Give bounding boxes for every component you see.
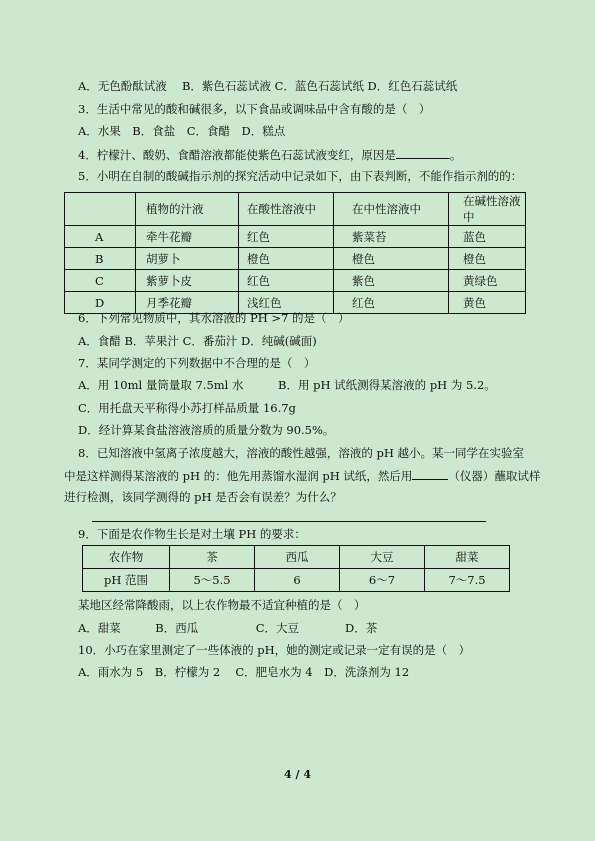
q8-text: 中是这样测得某溶液的 pH 的：他先用蒸馏水湿润 pH 试纸，然后用 <box>64 469 413 483</box>
table-cell: 紫色 <box>334 270 449 292</box>
table-cell: 在碱性溶液中 <box>449 193 526 226</box>
table-cell: 蓝色 <box>449 226 526 248</box>
table-cell: 牵牛花瓣 <box>136 226 239 248</box>
q9-stem: 9．下面是农作物生长是对土壤 PH 的要求： <box>78 527 306 541</box>
table-cell: A <box>65 226 136 248</box>
answer-blank <box>412 467 448 480</box>
page-number: 4 / 4 <box>284 768 311 781</box>
q8-text-cont: （仪器）蘸取试样 <box>448 469 541 483</box>
q9-question: 某地区经常降酸雨，以上农作物最不适宜种植的是（ ） <box>78 598 366 612</box>
table-cell: 茶 <box>170 546 255 569</box>
table-row <box>65 248 526 270</box>
table-cell: 在酸性溶液中 <box>239 193 334 226</box>
table-cell: 浅红色 <box>239 292 334 314</box>
q5-stem: 5．小明在自制的酸碱指示剂的探究活动中记录如下，由下表判断，不能作指示剂的的： <box>78 169 523 183</box>
q8-stem-3: 进行检测，该同学测得的 pH 是否会有误差？为什么？ <box>64 490 342 504</box>
table-cell: 橙色 <box>334 248 449 270</box>
table-cell: 橙色 <box>449 248 526 270</box>
q10-options: A．雨水为 5 B．柠檬为 2 C．肥皂水为 4 D．洗涤剂为 12 <box>78 665 410 679</box>
table-cell: 7～7.5 <box>425 569 510 592</box>
table-cell: 红色 <box>239 270 334 292</box>
q8-stem-1: 8．已知溶液中氢离子浓度越大，溶液的酸性越强，溶液的 pH 越小。某一同学在实验室 <box>78 446 525 460</box>
answer-line <box>92 521 486 522</box>
table-cell: B <box>65 248 136 270</box>
table-cell: 黄绿色 <box>449 270 526 292</box>
table-cell: 橙色 <box>239 248 334 270</box>
table-cell: 5～5.5 <box>170 569 255 592</box>
table-row <box>83 569 510 592</box>
table-row <box>65 226 526 248</box>
table-cell: 甜菜 <box>425 546 510 569</box>
crop-ph-table <box>82 545 510 592</box>
q10-stem: 10．小巧在家里测定了一些体液的 pH，她的测定或记录一定有误的是（ ） <box>78 643 471 657</box>
q4-end: 。 <box>449 148 462 162</box>
q7-option-c: C．用托盘天平称得小苏打样品质量 16.7g <box>78 401 296 415</box>
q3-options: A．水果 B．食盐 C．食醋 D．糕点 <box>78 124 286 138</box>
table-cell: 月季花瓣 <box>136 292 239 314</box>
q6-options: A．食醋 B．苹果汁 C．番茄汁 D．纯碱(碱面) <box>78 334 317 348</box>
q6-stem: 6．下列常见物质中，其水溶液的 PH >7 的是（ ） <box>78 311 350 325</box>
table-cell: C <box>65 270 136 292</box>
q4-text: 4．柠檬汁、酸奶、食醋溶液都能使紫色石蕊试液变红，原因是 <box>78 148 396 162</box>
table-cell: 西瓜 <box>255 546 340 569</box>
table-header-row <box>83 546 510 569</box>
table-cell: 6 <box>255 569 340 592</box>
table-cell: D <box>65 292 136 314</box>
q7-option-d: D．经计算某食盐溶液溶质的质量分数为 90.5%。 <box>78 423 335 437</box>
q7-option-ab: A．用 10ml 量筒量取 7.5ml 水 B．用 pH 试纸测得某溶液的 pH 为 5.2。 <box>78 378 496 392</box>
table-cell: 紫菜苔 <box>334 226 449 248</box>
table-cell: 红色 <box>239 226 334 248</box>
q9-options: A．甜菜 B．西瓜 C．大豆 D．茶 <box>78 621 378 635</box>
q8-stem-2 <box>64 467 540 484</box>
q7-stem: 7．某同学测定的下列数据中不合理的是（ ） <box>78 356 316 370</box>
table-cell: 6～7 <box>340 569 425 592</box>
indicator-table <box>64 192 526 314</box>
table-cell: 胡萝卜 <box>136 248 239 270</box>
table-cell: 植物的汁液 <box>136 193 239 226</box>
table-cell: 紫萝卜皮 <box>136 270 239 292</box>
table-cell: pH 范围 <box>83 569 170 592</box>
q2-options: A．无色酚酞试液 B．紫色石蕊试液 C．蓝色石蕊试纸 D．红色石蕊试纸 <box>78 79 458 93</box>
answer-blank <box>396 146 450 159</box>
table-row <box>65 270 526 292</box>
table-cell: 农作物 <box>83 546 170 569</box>
table-cell: 黄色 <box>449 292 526 314</box>
table-cell: 大豆 <box>340 546 425 569</box>
table-cell <box>65 193 136 226</box>
table-header-row <box>65 193 526 226</box>
table-cell: 红色 <box>334 292 449 314</box>
q4-stem <box>78 146 461 163</box>
q3-stem: 3．生活中常见的酸和碱很多，以下食品或调味品中含有酸的是（ ） <box>78 102 431 116</box>
table-cell: 在中性溶液中 <box>334 193 449 226</box>
